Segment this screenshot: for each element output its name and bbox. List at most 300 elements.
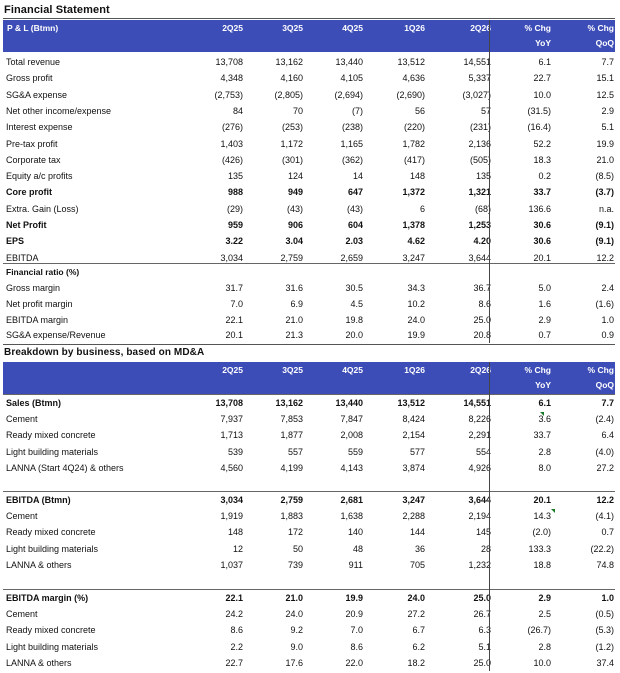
row-value: 135 xyxy=(227,171,243,182)
row-label: Light building materials xyxy=(6,446,99,457)
row-label: Sales (Btmn) xyxy=(6,398,62,408)
row-value: 21.0 xyxy=(285,593,303,603)
row-label: Cement xyxy=(6,511,38,522)
row-label: LANNA & others xyxy=(6,657,72,668)
row-value: 24.0 xyxy=(407,593,425,603)
row-label: Cement xyxy=(6,609,38,620)
row-value: 1.6 xyxy=(538,298,551,309)
row-value: 19.8 xyxy=(345,314,363,325)
ratio-row xyxy=(3,280,615,296)
row-value: 19.9 xyxy=(407,330,425,341)
row-label: EBITDA margin xyxy=(6,314,69,325)
row-value: 1,232 xyxy=(468,559,491,570)
row-value: 6 xyxy=(419,203,425,214)
row-label: EBITDA margin (%) xyxy=(6,593,89,603)
row-value: (68) xyxy=(474,203,491,214)
row-value: (301) xyxy=(281,154,303,165)
row-value: 988 xyxy=(227,187,243,198)
sales-row xyxy=(3,427,615,443)
column-header: 3Q25 xyxy=(282,23,303,33)
column-header: 2Q26 xyxy=(470,23,491,33)
row-value: (3,027) xyxy=(462,89,491,100)
row-value: 84 xyxy=(232,105,243,116)
row-value: 2.9 xyxy=(538,314,551,325)
row-value: 2.5 xyxy=(538,609,551,620)
row-value: 0.9 xyxy=(601,330,614,341)
row-value: 70 xyxy=(292,105,303,116)
row-value: 8.6 xyxy=(230,625,243,636)
row-value: 959 xyxy=(227,220,243,230)
row-value: 2,681 xyxy=(340,495,363,505)
ebitda-row xyxy=(3,541,615,557)
row-value: 1,321 xyxy=(468,187,491,198)
row-value: 22.1 xyxy=(225,314,243,325)
row-value: 57 xyxy=(480,105,491,116)
pl-row xyxy=(3,233,615,249)
row-label: Ready mixed concrete xyxy=(6,527,96,538)
row-value: (2.4) xyxy=(595,414,614,425)
row-value: 0.2 xyxy=(538,171,551,182)
row-value: 2.9 xyxy=(538,593,551,603)
row-value: 3,644 xyxy=(468,252,491,263)
row-value: 24.0 xyxy=(285,609,303,620)
row-label: Ready mixed concrete xyxy=(6,430,96,441)
row-value: n.a. xyxy=(598,203,614,214)
column-subheader: QoQ xyxy=(595,380,614,390)
row-value: 2.9 xyxy=(601,105,614,116)
row-value: 34.3 xyxy=(407,283,425,293)
row-value: 144 xyxy=(409,527,425,538)
row-value: (8.5) xyxy=(595,171,614,182)
row-value: 1.0 xyxy=(601,314,614,325)
row-value: (7) xyxy=(352,105,363,116)
row-value: 31.7 xyxy=(225,283,243,293)
row-value: 1,782 xyxy=(402,138,425,149)
row-value: 2,659 xyxy=(340,252,363,263)
row-label: SG&A expense/Revenue xyxy=(6,330,106,341)
row-value: 2,154 xyxy=(402,430,425,441)
row-value: 4.5 xyxy=(350,298,363,309)
row-value: 7.0 xyxy=(350,625,363,636)
row-value: 140 xyxy=(347,527,363,538)
column-header: 2Q25 xyxy=(222,23,243,33)
column-header: 1Q26 xyxy=(404,365,425,375)
row-value: 30.6 xyxy=(533,220,551,230)
pl-row xyxy=(3,152,615,168)
row-label: Corporate tax xyxy=(6,154,61,165)
row-value: 13,162 xyxy=(275,398,303,408)
page-title: Financial Statement xyxy=(4,4,110,16)
row-value: 21.3 xyxy=(285,330,303,341)
row-value: 17.6 xyxy=(285,657,303,668)
row-value: (4.0) xyxy=(595,446,614,457)
row-label: Cement xyxy=(6,414,38,425)
row-label: Net Profit xyxy=(6,220,47,230)
column-header: % Chg xyxy=(587,23,614,33)
flag-icon xyxy=(551,509,555,513)
row-value: 1,378 xyxy=(402,220,425,230)
row-value: 20.0 xyxy=(345,330,363,341)
row-value: 13,440 xyxy=(335,398,363,408)
row-value: (238) xyxy=(341,122,363,133)
row-value: 6.1 xyxy=(538,398,551,408)
row-value: (231) xyxy=(469,122,491,133)
row-label: EPS xyxy=(6,236,25,247)
margin-row xyxy=(3,606,615,622)
row-value: 6.9 xyxy=(290,298,303,309)
row-label: Net other income/expense xyxy=(6,105,112,116)
margin-total-row xyxy=(3,590,615,606)
row-value: 0.7 xyxy=(601,527,614,538)
row-value: (9.1) xyxy=(595,236,614,247)
bd-col-separator xyxy=(489,362,490,671)
row-value: 14.3 xyxy=(533,511,551,522)
row-value: 22.7 xyxy=(225,657,243,668)
row-value: (29) xyxy=(226,203,243,214)
row-label: Light building materials xyxy=(6,641,99,652)
row-value: 4.20 xyxy=(473,236,491,247)
row-value: 36 xyxy=(414,543,425,554)
row-value: 557 xyxy=(287,446,303,457)
row-value: 5,337 xyxy=(468,73,491,84)
row-value: 4,926 xyxy=(468,462,491,473)
header-label: P & L (Btmn) xyxy=(7,23,59,33)
row-value: 911 xyxy=(348,559,363,570)
row-value: 50 xyxy=(292,543,303,554)
row-value: (26.7) xyxy=(527,625,551,636)
pl-row xyxy=(3,119,615,135)
row-value: (276) xyxy=(221,122,243,133)
row-value: (16.4) xyxy=(527,122,551,133)
row-value: (2,805) xyxy=(274,89,303,100)
row-value: 559 xyxy=(347,446,363,457)
row-label: Interest expense xyxy=(6,122,73,133)
margin-row xyxy=(3,655,615,671)
row-value: 4,160 xyxy=(280,73,303,84)
row-value: 2,136 xyxy=(468,138,491,149)
row-label: Pre-tax profit xyxy=(6,138,58,149)
row-value: 2,194 xyxy=(468,511,491,522)
row-value: 26.7 xyxy=(473,609,491,620)
row-value: (505) xyxy=(469,154,491,165)
row-value: 604 xyxy=(347,220,363,230)
row-value: 124 xyxy=(287,171,303,182)
row-value: 8.6 xyxy=(478,298,491,309)
sales-row xyxy=(3,444,615,460)
row-value: 136.6 xyxy=(528,203,551,214)
ratio-title: Financial ratio (%) xyxy=(6,267,80,277)
row-value: 24.0 xyxy=(407,314,425,325)
row-value: (31.5) xyxy=(527,105,551,116)
row-value: 56 xyxy=(414,105,425,116)
row-label: Gross profit xyxy=(6,73,53,84)
row-value: 2,759 xyxy=(280,495,303,505)
row-value: 7,853 xyxy=(280,414,303,425)
row-value: (22.2) xyxy=(590,543,614,554)
row-value: 74.8 xyxy=(596,559,614,570)
row-value: 1,638 xyxy=(340,511,363,522)
row-value: 4,105 xyxy=(340,73,363,84)
sales-row xyxy=(3,411,615,427)
column-header: 4Q25 xyxy=(342,365,363,375)
row-value: 21.0 xyxy=(285,314,303,325)
row-value: 1,037 xyxy=(220,559,243,570)
row-label: EBITDA xyxy=(6,252,39,263)
row-value: 33.7 xyxy=(533,430,551,441)
row-value: 25.0 xyxy=(473,593,491,603)
row-value: (43) xyxy=(346,203,363,214)
breakdown-rule xyxy=(3,344,615,345)
row-value: (253) xyxy=(281,122,303,133)
row-value: 539 xyxy=(227,446,243,457)
row-value: 135 xyxy=(475,171,491,182)
row-value: 8.6 xyxy=(350,641,363,652)
row-value: 2.2 xyxy=(230,641,243,652)
row-value: 1,253 xyxy=(468,220,491,230)
row-value: 2.8 xyxy=(538,641,551,652)
row-label: SG&A expense xyxy=(6,89,68,100)
row-value: 20.1 xyxy=(533,252,551,263)
row-value: 22.7 xyxy=(533,73,551,84)
row-value: 13,512 xyxy=(397,57,425,67)
row-value: 4,560 xyxy=(220,462,243,473)
row-value: 36.7 xyxy=(473,283,491,293)
row-label: LANNA (Start 4Q24) & others xyxy=(6,462,124,473)
row-value: 12 xyxy=(232,543,243,554)
margin-row xyxy=(3,639,615,655)
row-value: 33.7 xyxy=(533,187,551,198)
sales-row xyxy=(3,460,615,476)
ebitda-row xyxy=(3,557,615,573)
row-value: 3,034 xyxy=(220,495,243,505)
pl-row xyxy=(3,201,615,217)
row-value: 7.7 xyxy=(601,398,614,408)
pl-header xyxy=(3,20,615,52)
column-header: 2Q25 xyxy=(222,365,243,375)
row-value: 25.0 xyxy=(473,657,491,668)
row-value: 7.0 xyxy=(230,298,243,309)
row-value: 145 xyxy=(475,527,491,538)
row-value: 6.4 xyxy=(601,430,614,441)
row-value: (2.0) xyxy=(532,527,551,538)
column-header: 2Q26 xyxy=(470,365,491,375)
row-value: 1,403 xyxy=(220,138,243,149)
row-label: Total revenue xyxy=(6,57,61,67)
row-value: 2,008 xyxy=(340,430,363,441)
row-value: 10.0 xyxy=(533,657,551,668)
row-value: 5.1 xyxy=(601,122,614,133)
row-value: 1,713 xyxy=(220,430,243,441)
column-header: % Chg xyxy=(524,23,551,33)
row-value: 18.3 xyxy=(533,154,551,165)
row-value: 21.0 xyxy=(596,154,614,165)
row-value: 2,288 xyxy=(402,511,425,522)
row-value: 8,226 xyxy=(468,414,491,425)
row-value: (1.2) xyxy=(595,641,614,652)
sales-total-row xyxy=(3,395,615,411)
row-value: (2,694) xyxy=(334,89,363,100)
row-value: 2,291 xyxy=(468,430,491,441)
row-label: Gross margin xyxy=(6,283,61,293)
column-header: % Chg xyxy=(524,365,551,375)
column-header: 1Q26 xyxy=(404,23,425,33)
row-value: (0.5) xyxy=(595,609,614,620)
row-value: 12.2 xyxy=(596,495,614,505)
row-value: 20.1 xyxy=(533,495,551,505)
pl-row xyxy=(3,87,615,103)
row-label: Net profit margin xyxy=(6,298,73,309)
column-header: % Chg xyxy=(587,365,614,375)
row-value: (43) xyxy=(286,203,303,214)
row-value: 27.2 xyxy=(407,609,425,620)
row-value: 3,034 xyxy=(220,252,243,263)
row-value: 4.62 xyxy=(407,236,425,247)
breakdown-header xyxy=(3,362,615,394)
row-value: 13,162 xyxy=(275,57,303,67)
row-value: 2.03 xyxy=(345,236,363,247)
row-value: 3,247 xyxy=(402,252,425,263)
row-value: (5.3) xyxy=(595,625,614,636)
ratio-row xyxy=(3,296,615,312)
row-value: 133.3 xyxy=(528,543,551,554)
column-subheader: YoY xyxy=(535,38,551,48)
row-value: 19.9 xyxy=(345,593,363,603)
row-value: (2,690) xyxy=(396,89,425,100)
row-value: 1,883 xyxy=(280,511,303,522)
title-rule xyxy=(3,18,615,19)
row-value: 1,372 xyxy=(402,187,425,198)
row-value: 647 xyxy=(347,187,363,198)
pl-row xyxy=(3,54,615,70)
row-value: 18.8 xyxy=(533,559,551,570)
row-value: 10.2 xyxy=(407,298,425,309)
row-value: 12.2 xyxy=(596,252,614,263)
row-value: 9.0 xyxy=(290,641,303,652)
row-value: 7.7 xyxy=(601,57,614,67)
row-value: 5.0 xyxy=(538,283,551,293)
row-value: 30.6 xyxy=(533,236,551,247)
row-value: 22.0 xyxy=(345,657,363,668)
row-value: 6.3 xyxy=(478,625,491,636)
row-value: 9.2 xyxy=(290,625,303,636)
row-value: 19.9 xyxy=(596,138,614,149)
row-value: (4.1) xyxy=(595,511,614,522)
row-value: 172 xyxy=(287,527,303,538)
row-value: (9.1) xyxy=(595,220,614,230)
row-value: 7,847 xyxy=(340,414,363,425)
row-value: 27.2 xyxy=(596,462,614,473)
row-value: 705 xyxy=(409,559,425,570)
row-value: 22.1 xyxy=(225,593,243,603)
row-value: 4,199 xyxy=(280,462,303,473)
row-value: (417) xyxy=(403,154,425,165)
row-value: 6.1 xyxy=(538,57,551,67)
row-label: Equity a/c profits xyxy=(6,171,73,182)
row-value: 13,708 xyxy=(215,398,243,408)
ebitda-row xyxy=(3,508,615,524)
pl-row xyxy=(3,70,615,86)
flag-icon xyxy=(540,412,544,416)
row-value: 6.2 xyxy=(412,641,425,652)
row-value: 3,247 xyxy=(402,495,425,505)
row-value: 20.8 xyxy=(473,330,491,341)
row-value: 1.0 xyxy=(601,593,614,603)
row-value: 13,512 xyxy=(397,398,425,408)
row-value: (362) xyxy=(341,154,363,165)
column-header: 4Q25 xyxy=(342,23,363,33)
pl-row xyxy=(3,168,615,184)
row-value: (1.6) xyxy=(595,298,614,309)
row-value: 1,919 xyxy=(220,511,243,522)
ebitda-row xyxy=(3,524,615,540)
row-value: 5.1 xyxy=(478,641,491,652)
row-value: 31.6 xyxy=(285,283,303,293)
row-label: EBITDA (Btmn) xyxy=(6,495,71,505)
row-label: LANNA & others xyxy=(6,559,72,570)
row-value: 52.2 xyxy=(533,138,551,149)
row-value: 8,424 xyxy=(402,414,425,425)
row-value: 4,143 xyxy=(340,462,363,473)
row-value: (3.7) xyxy=(595,187,614,198)
row-value: 13,440 xyxy=(335,57,363,67)
row-value: 1,877 xyxy=(280,430,303,441)
row-value: 906 xyxy=(287,220,303,230)
ebitda-total-row xyxy=(3,492,615,508)
group-divider xyxy=(3,589,615,590)
pl-row xyxy=(3,217,615,233)
margin-row xyxy=(3,622,615,638)
row-label: Ready mixed concrete xyxy=(6,625,96,636)
ratio-row xyxy=(3,312,615,328)
row-value: 25.0 xyxy=(473,314,491,325)
row-value: 1,165 xyxy=(340,138,363,149)
row-value: (220) xyxy=(403,122,425,133)
row-label: Core profit xyxy=(6,187,52,198)
row-value: 4,348 xyxy=(220,73,243,84)
column-subheader: YoY xyxy=(535,380,551,390)
row-value: 14,551 xyxy=(463,57,491,67)
row-value: 6.7 xyxy=(412,625,425,636)
group-divider xyxy=(3,491,615,492)
row-value: 18.2 xyxy=(407,657,425,668)
row-value: 20.1 xyxy=(225,330,243,341)
row-value: 13,708 xyxy=(215,57,243,67)
row-value: 2.4 xyxy=(601,283,614,293)
pl-row xyxy=(3,184,615,200)
column-header: 3Q25 xyxy=(282,365,303,375)
row-value: 3.04 xyxy=(285,236,303,247)
row-value: 7,937 xyxy=(220,414,243,425)
row-value: 37.4 xyxy=(596,657,614,668)
row-value: 0.7 xyxy=(538,330,551,341)
row-value: 48 xyxy=(352,543,363,554)
row-value: 3,644 xyxy=(468,495,491,505)
row-value: 3.6 xyxy=(538,414,551,425)
group-divider xyxy=(3,394,615,395)
row-value: 24.2 xyxy=(225,609,243,620)
row-label: Extra. Gain (Loss) xyxy=(6,203,79,214)
row-value: 14,551 xyxy=(463,398,491,408)
row-value: 30.5 xyxy=(345,283,363,293)
row-value: 554 xyxy=(475,446,491,457)
row-value: 12.5 xyxy=(596,89,614,100)
row-value: 28 xyxy=(480,543,491,554)
ratio-divider xyxy=(3,263,615,264)
pl-row xyxy=(3,103,615,119)
row-value: 2.8 xyxy=(538,446,551,457)
pl-col-separator xyxy=(489,20,490,343)
row-value: 3,874 xyxy=(402,462,425,473)
